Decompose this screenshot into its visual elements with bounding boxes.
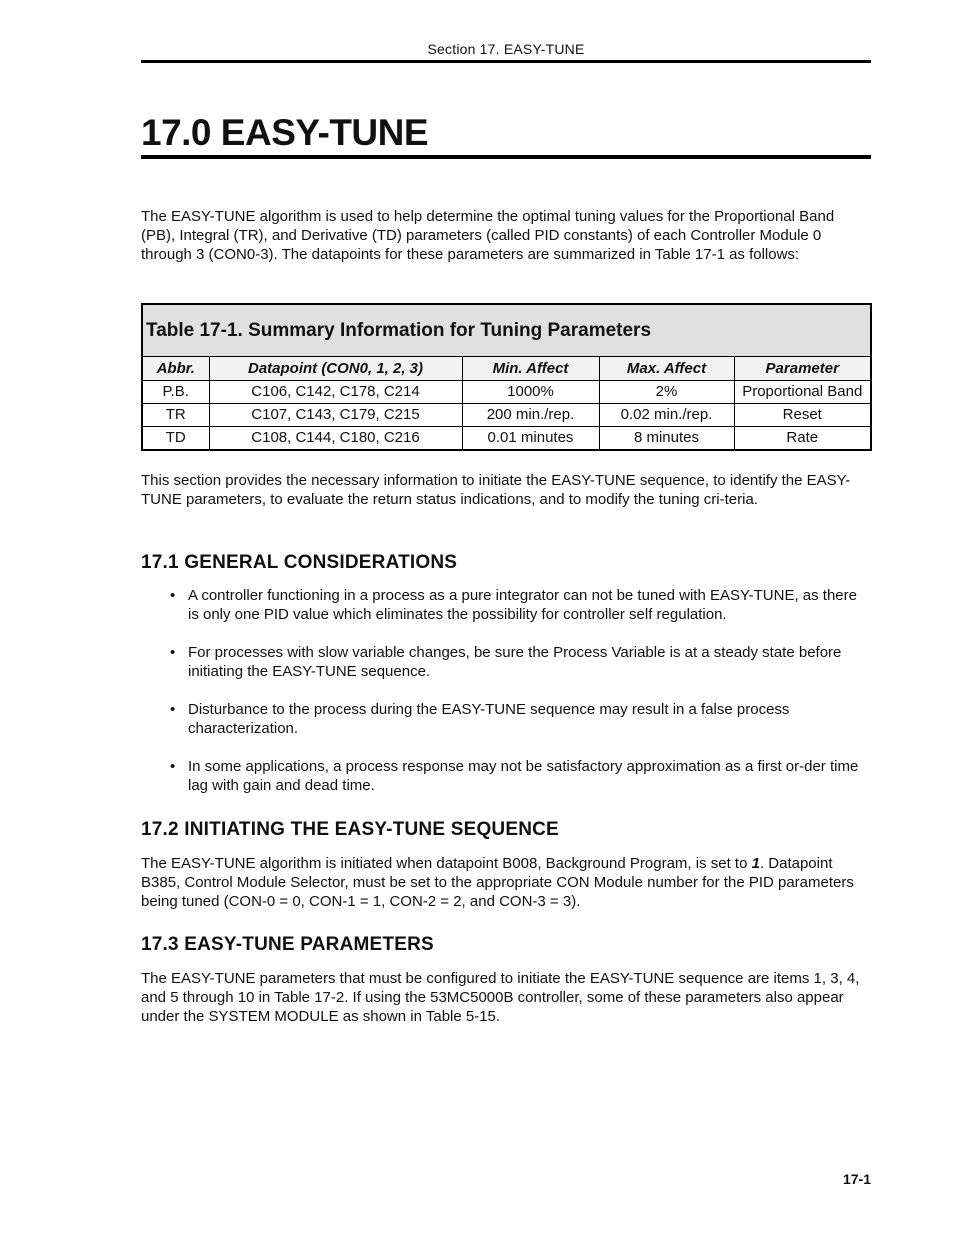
bullet-icon: • xyxy=(170,644,176,661)
list-item-text: Disturbance to the process during the EASY-TUNE sequence may result in a false process characterization. xyxy=(188,701,790,737)
parameters-paragraph: The EASY-TUNE parameters that must be configured to initiate the EASY-TUNE sequence are items 1, 3, 4, and 5 through 10 in Table 17-2. If using the 53MC5000B controller, some of these parameters also appear under the SYSTEM MODULE as shown in Table 5-15. xyxy=(141,970,860,1025)
list-item xyxy=(141,700,871,738)
initiating-paragraph xyxy=(141,854,871,911)
section-heading-parameters: 17.3 EASY-TUNE PARAMETERS xyxy=(141,934,434,955)
table-cell: C107, C143, C179, C215 xyxy=(209,403,462,426)
header-rule xyxy=(141,60,871,63)
table-cell: Rate xyxy=(734,426,870,449)
column-header: Datapoint (CON0, 1, 2, 3) xyxy=(209,357,462,380)
column-header: Parameter xyxy=(734,357,870,380)
table-cell: C106, C142, C178, C214 xyxy=(209,380,462,403)
list-item-text: In some applications, a process response may not be satisfactory approximation as a first or-der time lag with gain and dead time. xyxy=(188,758,859,794)
bullet-icon: • xyxy=(170,587,176,604)
running-head: Section 17. EASY-TUNE xyxy=(427,41,585,57)
chapter-title: 17.0 EASY-TUNE xyxy=(141,112,429,153)
initiating-emphasis: 1 xyxy=(751,855,760,872)
table-row xyxy=(143,380,870,403)
table-cell: 8 minutes xyxy=(599,426,734,449)
initiating-text-before: The EASY-TUNE algorithm is initiated when datapoint B008, Background Program, is set to xyxy=(141,855,752,872)
section-heading-general: 17.1 GENERAL CONSIDERATIONS xyxy=(141,552,458,573)
list-item xyxy=(141,643,871,681)
page-number: 17-1 xyxy=(842,1171,871,1187)
table-cell: 1000% xyxy=(462,380,599,403)
table-row xyxy=(143,426,870,449)
table-cell: 2% xyxy=(599,380,734,403)
table-cell: 0.01 minutes xyxy=(462,426,599,449)
table-cell: 0.02 min./rep. xyxy=(599,403,734,426)
table-cell: P.B. xyxy=(143,380,209,403)
bullet-icon: • xyxy=(170,758,176,775)
table-header-row xyxy=(143,357,870,380)
bullet-icon: • xyxy=(170,701,176,718)
column-header: Max. Affect xyxy=(599,357,734,380)
table-cell: 200 min./rep. xyxy=(462,403,599,426)
title-rule xyxy=(141,155,871,159)
column-header: Abbr. xyxy=(143,357,209,380)
table-row xyxy=(143,403,870,426)
table-cell: Reset xyxy=(734,403,870,426)
column-header: Min. Affect xyxy=(462,357,599,380)
table-cell: Proportional Band xyxy=(734,380,870,403)
table-caption: Table 17-1. Summary Information for Tuning Parameters xyxy=(143,305,870,357)
list-item xyxy=(141,757,871,795)
table-cell: TR xyxy=(143,403,209,426)
list-item-text: For processes with slow variable changes, be sure the Process Variable is at a steady state before initiating the EASY-TUNE sequence. xyxy=(188,644,842,680)
section-heading-initiating: 17.2 INITIATING THE EASY-TUNE SEQUENCE xyxy=(141,819,559,840)
considerations-list xyxy=(141,586,871,814)
list-item-text: A controller functioning in a process as a pure integrator can not be tuned with EASY-TUNE, as there is only one PID value which eliminates the possibility for controller self regulation. xyxy=(188,587,857,623)
table-cell: TD xyxy=(143,426,209,449)
section-overview-paragraph: This section provides the necessary information to initiate the EASY-TUNE sequence, to identify the EASY-TUNE parameters, to evaluate the return status indications, and to modify the tuning cri-teria. xyxy=(141,472,851,508)
tuning-parameters-table xyxy=(141,303,872,451)
summary-table xyxy=(143,357,870,449)
initiating-text-after: . Datapoint B385, Control Module Selector, must be set to the appropriate CON Module number for the PID parameters being tuned (CON-0 = 0, CON-1 = 1, CON-2 = 2, and CON-3 = 3). xyxy=(141,855,854,910)
intro-paragraph: The EASY-TUNE algorithm is used to help determine the optimal tuning values for the Proportional Band (PB), Integral (TR), and Derivative (TD) parameters (called PID constants) of each Controller Module 0 through 3 (CON0-3). The datapoints for these parameters are summarized in Table 17-1 as follows: xyxy=(141,208,835,263)
table-cell: C108, C144, C180, C216 xyxy=(209,426,462,449)
list-item xyxy=(141,586,871,624)
